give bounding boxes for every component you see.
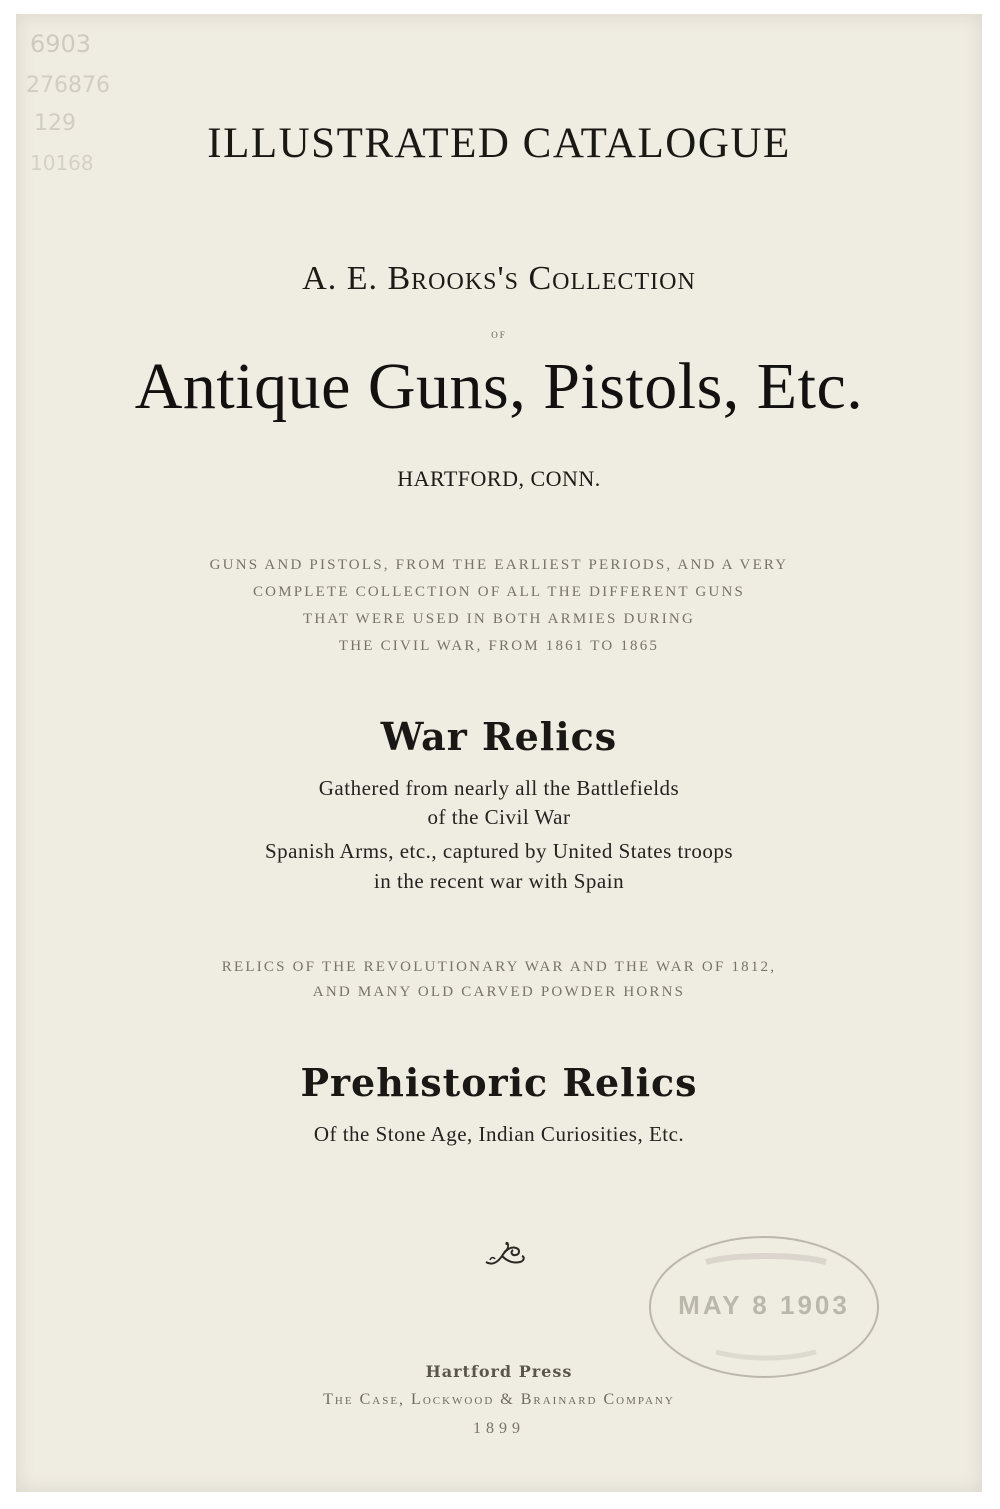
pencil-margin-notes (22, 22, 132, 202)
margin-note-2: 276876 (26, 73, 110, 98)
of-connector: OF (491, 330, 507, 340)
place-line: HARTFORD, CONN. (397, 466, 601, 491)
collection-heading: A. E. Brooks's Collection (302, 260, 696, 297)
war-relics-line: Gathered from nearly all the Battlefields (318, 776, 680, 800)
margin-note-4: 10168 (30, 151, 94, 175)
description-line: COMPLETE COLLECTION OF ALL THE DIFFERENT GUNS (252, 584, 746, 600)
revolutionary-line: AND MANY OLD CARVED POWDER HORNS (312, 984, 686, 1000)
war-relics-line: Spanish Arms, etc., captured by United States troops (264, 839, 734, 863)
library-received-stamp (646, 1232, 882, 1382)
publisher-name: The Case, Lockwood & Brainard Company (323, 1391, 675, 1408)
catalogue-heading: ILLUSTRATED CATALOGUE (207, 120, 791, 167)
description-line: THAT WERE USED IN BOTH ARMIES DURING (303, 611, 695, 627)
publication-year: 1899 (473, 1420, 525, 1437)
war-relics-heading: War Relics (380, 714, 618, 759)
prehistoric-relics-heading: Prehistoric Relics (300, 1060, 698, 1105)
war-relics-line: in the recent war with Spain (373, 869, 625, 893)
prehistoric-relics-line: Of the Stone Age, Indian Curiosities, Etc. (313, 1122, 685, 1146)
stamp-date: MAY 8 1903 (678, 1290, 850, 1320)
description-line: GUNS AND PISTOLS, FROM THE EARLIEST PERIODS, AND A VERY (209, 557, 789, 573)
war-relics-line: of the Civil War (427, 805, 571, 829)
printers-ornament-icon (482, 1240, 528, 1270)
catalogue-title-page (16, 14, 982, 1492)
margin-note-1: 6903 (30, 30, 92, 58)
main-title: Antique Guns, Pistols, Etc. (134, 350, 864, 423)
revolutionary-line: RELICS OF THE REVOLUTIONARY WAR AND THE WAR OF 1812, (221, 959, 777, 975)
margin-note-3: 129 (34, 111, 76, 136)
description-line: THE CIVIL WAR, FROM 1861 TO 1865 (338, 638, 660, 654)
press-name: Hartford Press (425, 1362, 573, 1381)
